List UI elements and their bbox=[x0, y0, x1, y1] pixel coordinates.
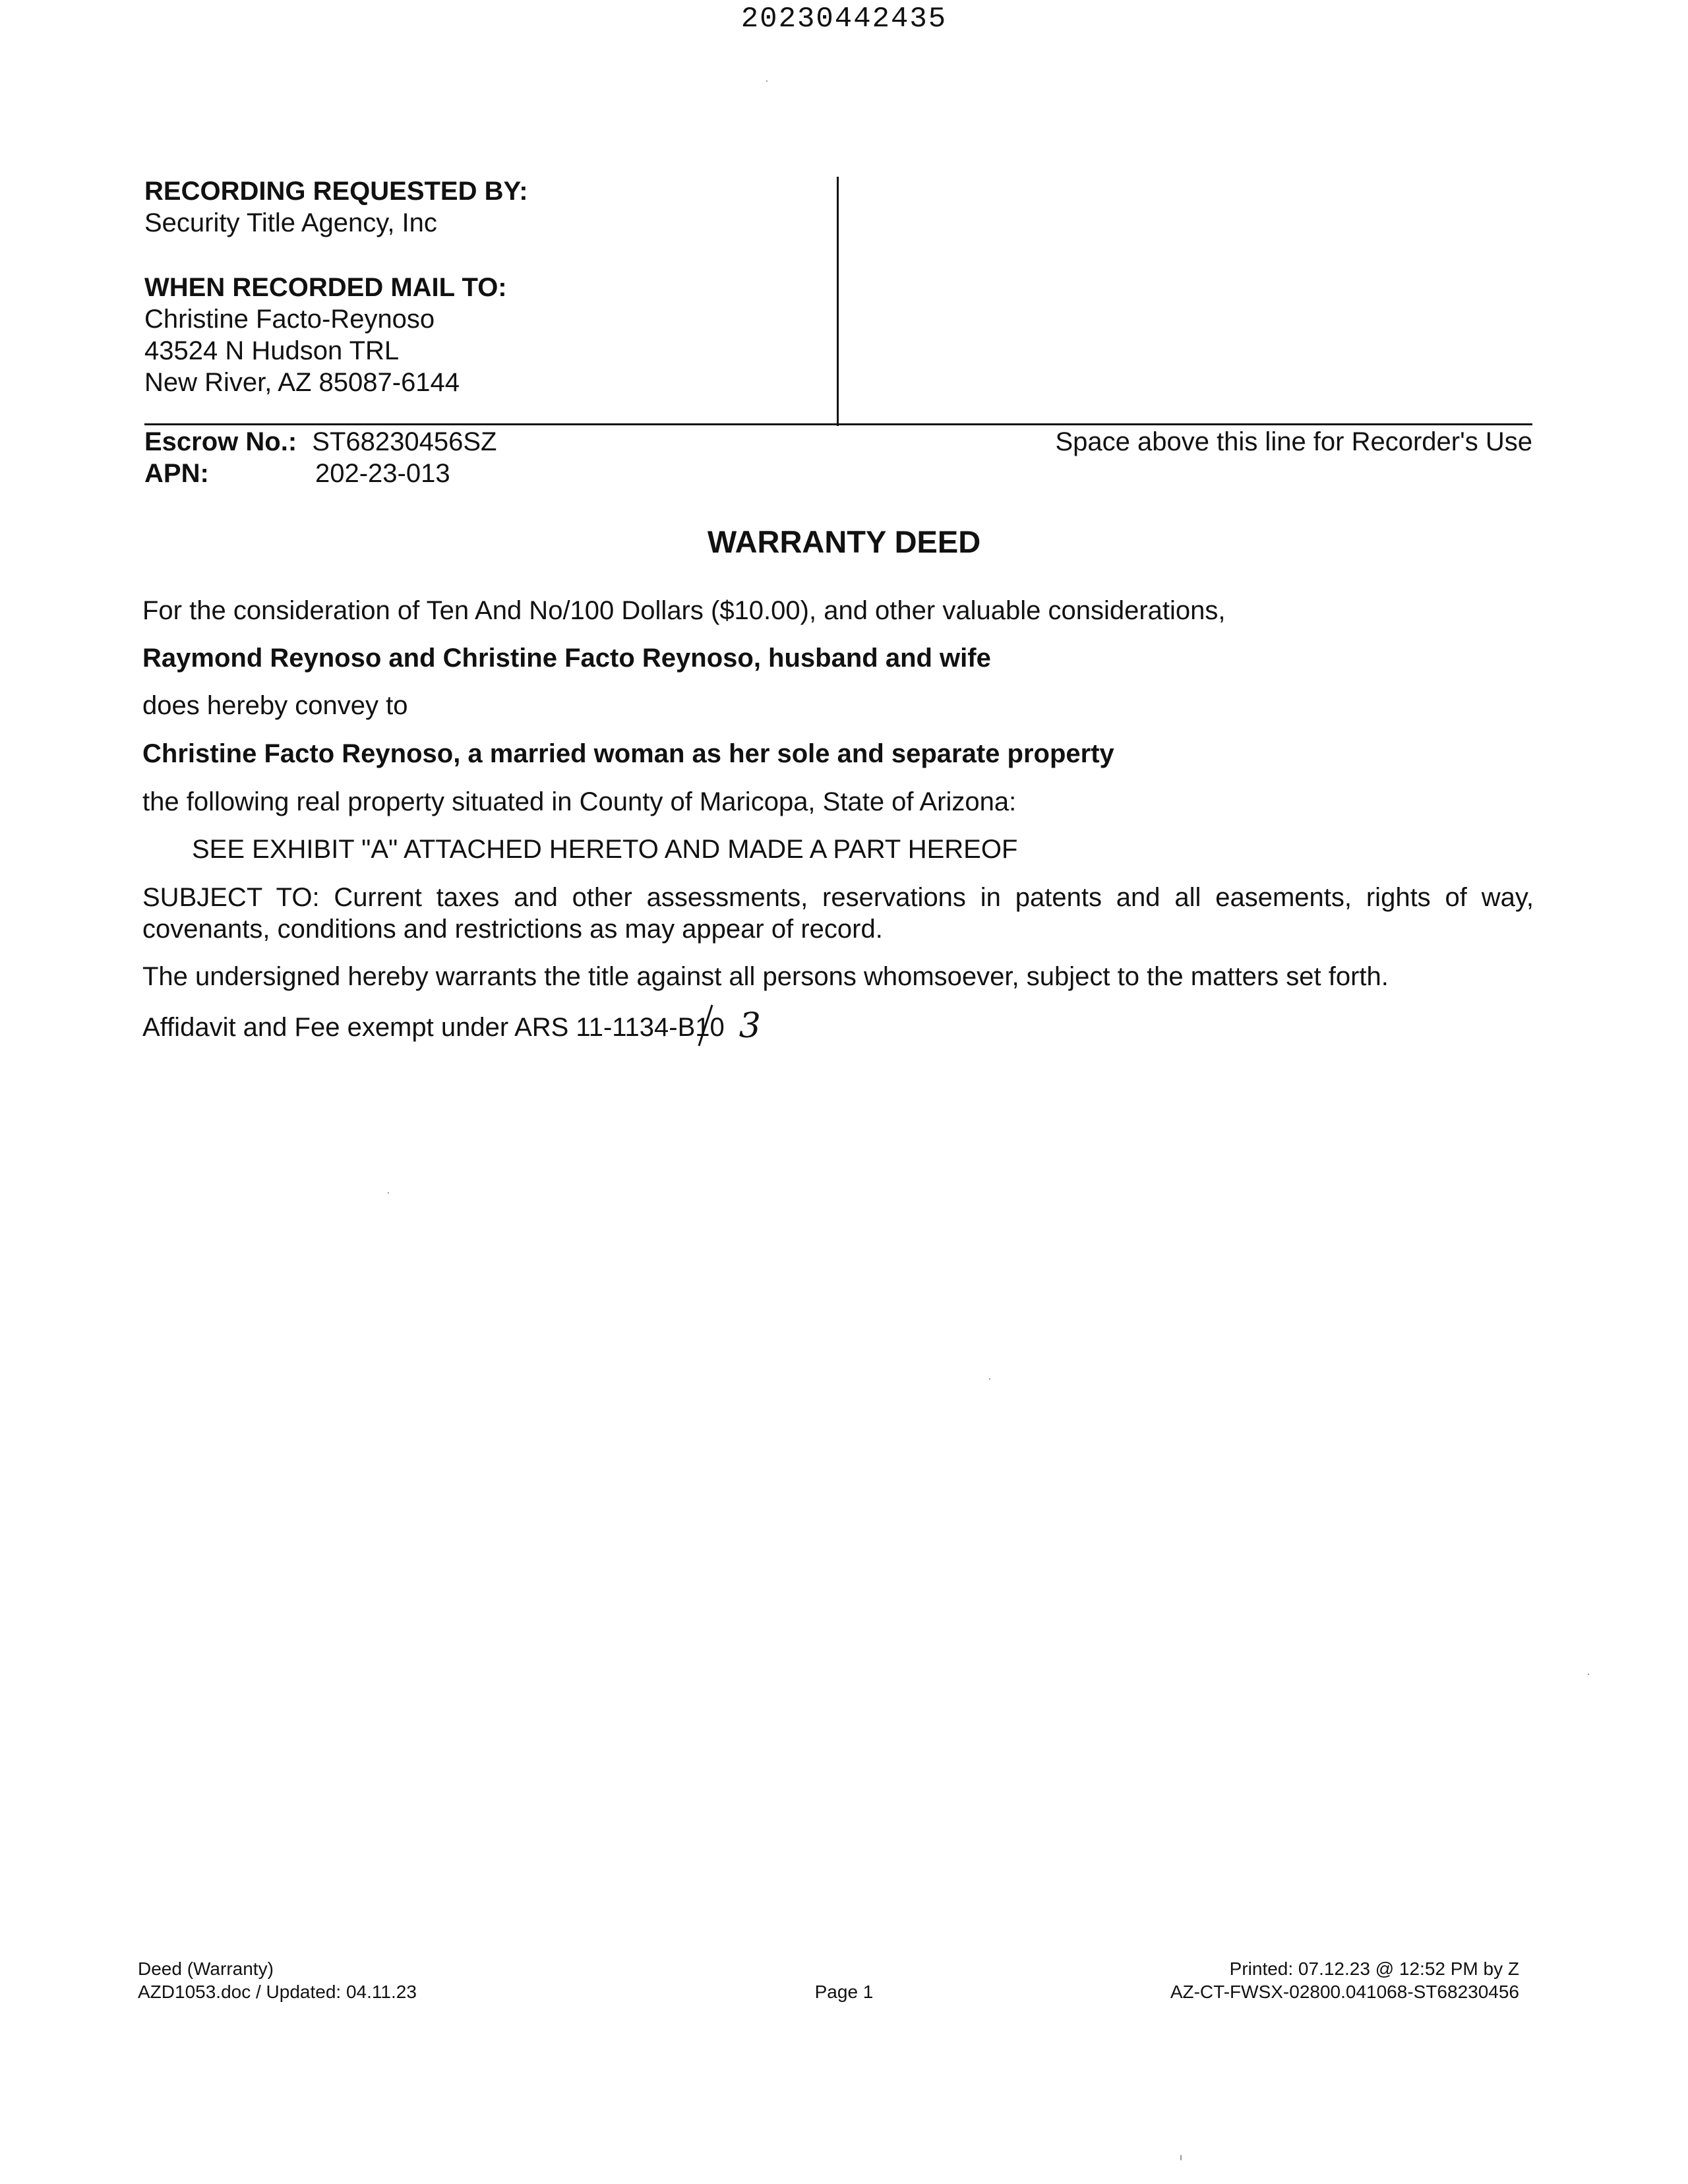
escrow-label: Escrow No.: bbox=[144, 427, 297, 456]
footer-right bbox=[1170, 1957, 1519, 2003]
recording-requested-by-name: Security Title Agency, Inc bbox=[144, 208, 437, 237]
scan-speck bbox=[1180, 2155, 1182, 2160]
affidavit-struck-number: 10 bbox=[695, 1012, 725, 1043]
footer-file-code: AZ-CT-FWSX-02800.041068-ST68230456 bbox=[1170, 1982, 1519, 2002]
scan-speck bbox=[388, 1192, 389, 1194]
subject-to-text: SUBJECT TO: Current taxes and other assessments, reservations in patents and all easements, rights of way, covenants, conditions and restrictions as may appear of record. bbox=[142, 883, 1534, 944]
recorder-use-line bbox=[144, 423, 1532, 425]
scan-speck bbox=[989, 1378, 990, 1380]
mail-to-name: Christine Facto-Reynoso bbox=[144, 305, 435, 334]
escrow-value: ST68230456SZ bbox=[312, 427, 497, 456]
recording-requested-by-label: RECORDING REQUESTED BY: bbox=[144, 177, 528, 206]
affidavit-handwritten-number: 3 bbox=[738, 1006, 761, 1046]
apn-label: APN: bbox=[144, 459, 209, 488]
scan-speck bbox=[766, 80, 768, 82]
grantors-text: Raymond Reynoso and Christine Facto Reynoso, husband and wife bbox=[142, 644, 991, 673]
warranty-text: The undersigned hereby warrants the title against all persons whomsoever, subject to the matters set forth. bbox=[142, 962, 1389, 991]
recording-number: 20230442435 bbox=[740, 3, 948, 36]
exhibit-text: SEE EXHIBIT "A" ATTACHED HERETO AND MADE A PART HEREOF bbox=[192, 835, 1018, 864]
footer-printed: Printed: 07.12.23 @ 12:52 PM by Z bbox=[1229, 1958, 1519, 1979]
footer-doc-type: Deed (Warranty) bbox=[138, 1958, 274, 1979]
convey-text: does hereby convey to bbox=[142, 691, 408, 720]
document-title: WARRANTY DEED bbox=[707, 524, 981, 559]
footer-page-number: Page 1 bbox=[814, 1982, 874, 2002]
strike-mark-icon bbox=[692, 1002, 719, 1048]
consideration-text: For the consideration of Ten And No/100 Dollars ($10.00), and other valuable considerations, bbox=[142, 596, 1226, 625]
recorder-use-note: Space above this line for Recorder's Use bbox=[1055, 427, 1532, 456]
mail-to-block bbox=[144, 272, 507, 398]
footer-doc-file: AZD1053.doc / Updated: 04.11.23 bbox=[138, 1982, 417, 2002]
mail-to-city: New River, AZ 85087-6144 bbox=[144, 368, 460, 397]
escrow-row bbox=[144, 426, 497, 458]
mail-to-street: 43524 N Hudson TRL bbox=[144, 336, 400, 365]
affidavit-text: Affidavit and Fee exempt under ARS 11-1134-B bbox=[142, 1013, 696, 1042]
recorder-box-divider bbox=[837, 177, 839, 426]
apn-row bbox=[144, 458, 209, 489]
grantee-text: Christine Facto Reynoso, a married woman as her sole and separate property bbox=[142, 739, 1114, 768]
recording-requested-by-block bbox=[144, 175, 528, 239]
scan-speck bbox=[1588, 1674, 1589, 1675]
property-text: the following real property situated in County of Maricopa, State of Arizona: bbox=[142, 787, 1017, 816]
apn-value: 202-23-013 bbox=[315, 459, 450, 488]
mail-to-label: WHEN RECORDED MAIL TO: bbox=[144, 273, 507, 302]
affidavit-line bbox=[142, 1006, 1066, 1046]
